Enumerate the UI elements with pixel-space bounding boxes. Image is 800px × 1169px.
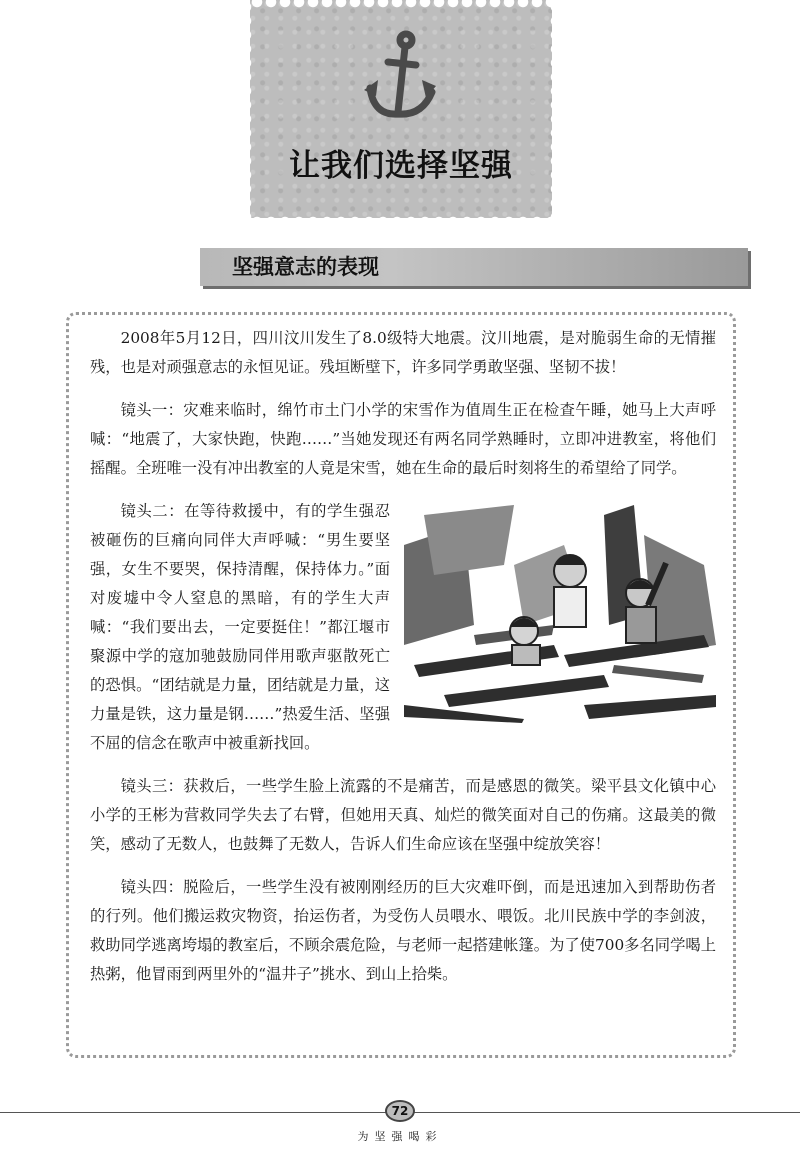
banner-scalloped-edge-left bbox=[244, 0, 258, 218]
paragraph-intro: 2008年5月12日，四川汶川发生了8.0级特大地震。汶川地震，是对脆弱生命的无情摧残，也是对顽强意志的永恒见证。残垣断壁下，许多同学勇敢坚强、坚韧不拔！ bbox=[90, 329, 716, 376]
banner-scalloped-edge-bottom bbox=[250, 210, 552, 224]
paragraph-scene-3: 镜头三：获救后，一些学生脸上流露的不是痛苦，而是感恩的微笑。梁平县文化镇中心小学的王彬为营救同学失去了右臂，但她用天真、灿烂的微笑面对自己的伤痛。这最美的微笑，感动了无数人，也鼓舞了无数人，告诉人们生命应该在坚强中绽放笑容！ bbox=[90, 777, 716, 853]
running-title: 为坚强喝彩 bbox=[357, 1130, 443, 1143]
page-number: 72 bbox=[385, 1100, 415, 1122]
anchor-icon bbox=[362, 30, 438, 126]
paragraph-scene-2: 镜头二：在等待救援中，有的学生强忍被砸伤的巨痛向同伴大声呼喊：“男生要坚强，女生不要哭，保持清醒，保持体力。”面对废墟中令人窒息的黑暗，有的学生大声喊：“我们要出去，一定要挺住！”都江堰市聚源中学的寇加驰鼓励同伴用歌声驱散死亡的恐惧。“团结就是力量，团结就是力量，这力量是铁，这力量是钢……”热爱生活、坚强不屈的信念在歌声中被重新找回。 bbox=[90, 502, 390, 752]
article-body bbox=[90, 324, 716, 1003]
earthquake-rescue-illustration bbox=[404, 505, 716, 723]
paragraph-scene-1: 镜头一：灾难来临时，绵竹市土门小学的宋雪作为值周生正在检查午睡，她马上大声呼喊：“地震了，大家快跑，快跑……”当她发现还有两名同学熟睡时，立即冲进教室，将他们摇醒。全班唯一没有冲出教室的人竟是宋雪，她在生命的最后时刻将生的希望给了同学。 bbox=[90, 401, 716, 477]
paragraph-scene-4: 镜头四：脱险后，一些学生没有被刚刚经历的巨大灾难吓倒，而是迅速加入到帮助伤者的行列。他们搬运救灾物资，抬运伤者，为受伤人员喂水、喂饭。北川民族中学的李剑波，救助同学逃离垮塌的教室后，不顾余震危险，与老师一起搭建帐篷。为了使700多名同学喝上热粥，他冒雨到两里外的“温井子”挑水、到山上拾柴。 bbox=[90, 878, 716, 983]
section-heading: 坚强意志的表现 bbox=[232, 255, 379, 279]
banner-scalloped-edge-right bbox=[544, 0, 558, 218]
banner-scalloped-edge-top bbox=[250, 0, 552, 14]
page-title: 让我们选择坚强 bbox=[289, 148, 513, 184]
